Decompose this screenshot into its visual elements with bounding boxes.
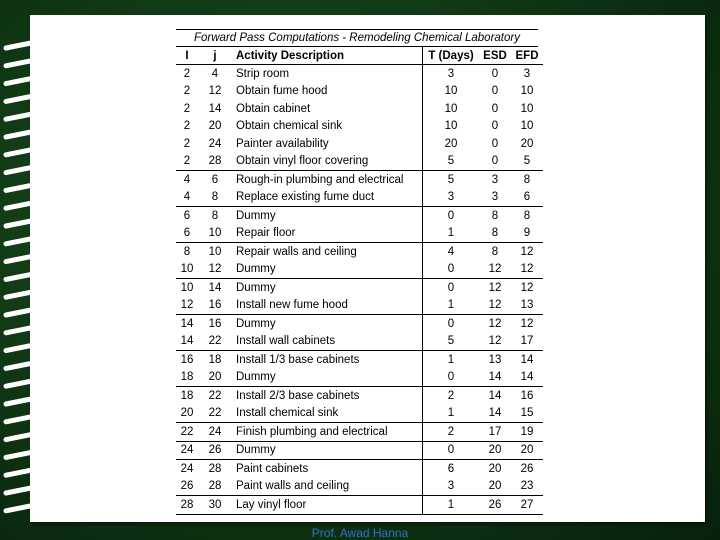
cell-esd: 8 (491, 209, 499, 222)
table-row (176, 297, 543, 315)
spiral-ring (6, 76, 56, 88)
cell-j: 26 (198, 441, 232, 460)
cell-esd: 12 (479, 333, 511, 351)
cell-activity-description: Obtain cabinet (232, 100, 423, 118)
cell-activity-description: Repair floor (232, 225, 423, 243)
cell-j: 16 (208, 317, 222, 330)
cell-esd: 14 (488, 389, 502, 402)
cell-efd: 12 (520, 245, 534, 258)
cell-efd: 8 (523, 209, 531, 222)
cell-activity-description: Painter availability (232, 135, 423, 153)
spiral-ring (6, 503, 56, 515)
cell-esd: 3 (491, 173, 499, 186)
cell-esd: 8 (479, 225, 511, 243)
cell-duration: 3 (447, 67, 455, 80)
cell-j: 12 (198, 261, 232, 279)
cell-duration: 1 (423, 225, 480, 243)
cell-i: 24 (176, 441, 198, 460)
cell-i: 18 (180, 389, 194, 402)
cell-i: 20 (176, 405, 198, 423)
cell-esd: 14 (479, 369, 511, 387)
cell-duration: 0 (447, 209, 455, 222)
cell-duration: 20 (444, 137, 458, 150)
cell-activity-description: Dummy (232, 207, 423, 225)
cell-esd: 3 (479, 189, 511, 207)
cell-j: 6 (211, 173, 219, 186)
cell-esd: 12 (488, 281, 502, 294)
table-row (176, 405, 543, 423)
cell-esd: 20 (479, 441, 511, 460)
cell-duration: 5 (423, 153, 480, 171)
header-i: I (176, 47, 198, 65)
cell-activity-description: Dummy (232, 315, 423, 333)
spiral-ring (6, 236, 56, 248)
spiral-ring (6, 112, 56, 124)
cell-i: 2 (183, 120, 191, 133)
spiral-ring (6, 272, 56, 284)
spiral-ring (6, 325, 56, 337)
cell-duration: 1 (447, 353, 455, 366)
spiral-ring (6, 290, 56, 302)
cell-j: 4 (211, 67, 219, 80)
cell-duration: 4 (447, 245, 455, 258)
table-row (176, 315, 543, 333)
cell-efd: 10 (520, 102, 534, 115)
cell-i: 26 (176, 478, 198, 496)
cell-i: 10 (176, 261, 198, 279)
cell-esd: 0 (491, 102, 499, 115)
cell-esd: 12 (479, 297, 511, 315)
spiral-ring (6, 201, 56, 213)
table-row (176, 333, 543, 351)
cell-i: 6 (176, 225, 198, 243)
spiral-ring (6, 343, 56, 355)
cell-duration: 0 (447, 281, 455, 294)
cell-efd: 20 (520, 137, 534, 150)
spiral-ring (6, 450, 56, 462)
cell-efd: 26 (520, 462, 534, 475)
spiral-ring (6, 183, 56, 195)
table-body (176, 65, 543, 515)
table-row (176, 478, 543, 496)
spiral-ring (6, 130, 56, 142)
table-row (176, 351, 543, 369)
cell-activity-description: Install 2/3 base cabinets (232, 387, 423, 405)
cell-i: 4 (183, 173, 191, 186)
cell-activity-description: Repair walls and ceiling (232, 243, 423, 261)
cell-i: 2 (183, 67, 191, 80)
cell-i: 2 (183, 85, 191, 98)
spiral-binding (0, 0, 70, 540)
table-row (176, 189, 543, 207)
cell-efd: 17 (511, 333, 543, 351)
table-row (176, 135, 543, 153)
table-row (176, 243, 543, 261)
cell-i: 4 (176, 189, 198, 207)
cell-efd: 23 (511, 478, 543, 496)
cell-j: 14 (208, 281, 222, 294)
cell-i: 6 (183, 209, 191, 222)
table-row (176, 460, 543, 478)
spiral-ring (6, 361, 56, 373)
cell-efd: 8 (523, 173, 531, 186)
cell-j: 16 (198, 297, 232, 315)
cell-esd: 0 (491, 85, 499, 98)
spiral-ring (6, 254, 56, 266)
cell-duration: 10 (444, 102, 458, 115)
header-esd: ESD (479, 47, 511, 65)
activity-table (176, 47, 543, 515)
cell-efd: 10 (520, 120, 534, 133)
footer-author: Prof. Awad Hanna (311, 526, 409, 540)
table-row (176, 83, 543, 101)
cell-duration: 6 (447, 462, 455, 475)
cell-i: 8 (183, 245, 191, 258)
spiral-ring (6, 414, 56, 426)
cell-duration: 5 (447, 173, 455, 186)
table-row (176, 65, 543, 83)
spiral-ring (6, 94, 56, 106)
cell-i: 10 (180, 281, 194, 294)
cell-j: 8 (211, 209, 219, 222)
cell-j: 12 (208, 85, 222, 98)
cell-activity-description: Paint walls and ceiling (232, 478, 423, 496)
cell-efd: 5 (511, 153, 543, 171)
table-row (176, 118, 543, 136)
cell-i: 24 (180, 462, 194, 475)
cell-efd: 6 (511, 189, 543, 207)
cell-esd: 20 (488, 462, 502, 475)
table-row (176, 496, 543, 515)
cell-j: 20 (198, 369, 232, 387)
cell-duration: 3 (423, 189, 480, 207)
cell-efd: 12 (520, 281, 534, 294)
cell-i: 28 (176, 496, 198, 515)
cell-duration: 2 (447, 389, 455, 402)
cell-j: 22 (198, 333, 232, 351)
cell-esd: 0 (491, 67, 499, 80)
cell-efd: 14 (511, 369, 543, 387)
spiral-ring (6, 432, 56, 444)
cell-i: 2 (183, 102, 191, 115)
spiral-ring (6, 219, 56, 231)
header-activity-description: Activity Description (232, 47, 423, 65)
cell-efd: 12 (511, 261, 543, 279)
cell-j: 28 (198, 153, 232, 171)
cell-j: 28 (198, 478, 232, 496)
cell-esd: 14 (479, 405, 511, 423)
cell-i: 18 (176, 369, 198, 387)
spiral-ring (6, 379, 56, 391)
cell-activity-description: Obtain fume hood (232, 83, 423, 101)
cell-j: 14 (208, 102, 222, 115)
cell-efd: 3 (523, 67, 531, 80)
header-j: j (198, 47, 232, 65)
cell-efd: 20 (511, 441, 543, 460)
forward-pass-table (176, 29, 538, 515)
header-row (176, 47, 543, 65)
table-row (176, 441, 543, 460)
table-row (176, 153, 543, 171)
spiral-ring (6, 308, 56, 320)
cell-esd: 13 (488, 353, 502, 366)
cell-esd: 12 (488, 317, 502, 330)
cell-esd: 17 (479, 423, 511, 442)
cell-activity-description: Finish plumbing and electrical (232, 423, 423, 442)
spiral-ring (6, 41, 56, 53)
cell-activity-description: Dummy (232, 261, 423, 279)
table-row (176, 225, 543, 243)
table-row (176, 387, 543, 405)
cell-duration: 2 (423, 423, 480, 442)
cell-i: 14 (180, 317, 194, 330)
cell-i: 22 (176, 423, 198, 442)
header-efd: EFD (511, 47, 543, 65)
cell-esd: 0 (491, 137, 499, 150)
table-title: Forward Pass Computations - Remodeling Chemical Laboratory (176, 29, 538, 47)
cell-duration: 0 (423, 261, 480, 279)
cell-j: 8 (198, 189, 232, 207)
cell-duration: 0 (423, 369, 480, 387)
cell-activity-description: Strip room (232, 65, 423, 83)
cell-activity-description: Replace existing fume duct (232, 189, 423, 207)
spiral-ring (6, 147, 56, 159)
spiral-ring (6, 468, 56, 480)
table-row (176, 369, 543, 387)
cell-i: 2 (183, 137, 191, 150)
cell-activity-description: Lay vinyl floor (232, 496, 423, 515)
spiral-ring (6, 165, 56, 177)
cell-efd: 16 (520, 389, 534, 402)
table-row (176, 261, 543, 279)
cell-duration: 3 (423, 478, 480, 496)
cell-esd: 0 (479, 153, 511, 171)
cell-activity-description: Obtain chemical sink (232, 118, 423, 136)
cell-activity-description: Obtain vinyl floor covering (232, 153, 423, 171)
cell-esd: 12 (479, 261, 511, 279)
cell-esd: 20 (479, 478, 511, 496)
cell-j: 24 (208, 137, 222, 150)
cell-duration: 10 (444, 120, 458, 133)
cell-j: 28 (208, 462, 222, 475)
cell-duration: 10 (444, 85, 458, 98)
cell-activity-description: Dummy (232, 369, 423, 387)
cell-activity-description: Rough-in plumbing and electrical (232, 171, 423, 189)
cell-duration: 5 (423, 333, 480, 351)
table-row (176, 207, 543, 225)
cell-j: 22 (208, 389, 222, 402)
cell-i: 16 (180, 353, 194, 366)
cell-j: 24 (198, 423, 232, 442)
spiral-ring (6, 397, 56, 409)
cell-duration: 1 (423, 405, 480, 423)
cell-j: 18 (208, 353, 222, 366)
cell-esd: 8 (491, 245, 499, 258)
cell-efd: 12 (520, 317, 534, 330)
cell-efd: 19 (511, 423, 543, 442)
cell-i: 14 (176, 333, 198, 351)
cell-j: 22 (198, 405, 232, 423)
cell-activity-description: Install chemical sink (232, 405, 423, 423)
cell-efd: 14 (520, 353, 534, 366)
cell-i: 12 (176, 297, 198, 315)
cell-duration: 1 (423, 297, 480, 315)
spiral-ring (6, 486, 56, 498)
cell-activity-description: Install new fume hood (232, 297, 423, 315)
cell-duration: 0 (423, 441, 480, 460)
cell-esd: 0 (491, 120, 499, 133)
table-row (176, 279, 543, 297)
cell-esd: 26 (479, 496, 511, 515)
table-row (176, 100, 543, 118)
cell-efd: 15 (511, 405, 543, 423)
table-row (176, 171, 543, 189)
header-duration: T (Days) (423, 47, 480, 65)
cell-efd: 13 (511, 297, 543, 315)
cell-efd: 9 (511, 225, 543, 243)
cell-efd: 27 (511, 496, 543, 515)
cell-activity-description: Install 1/3 base cabinets (232, 351, 423, 369)
cell-activity-description: Paint cabinets (232, 460, 423, 478)
cell-i: 2 (176, 153, 198, 171)
cell-duration: 0 (447, 317, 455, 330)
cell-duration: 1 (423, 496, 480, 515)
cell-activity-description: Dummy (232, 279, 423, 297)
spiral-ring (6, 58, 56, 70)
table-row (176, 423, 543, 442)
cell-j: 20 (208, 120, 222, 133)
cell-activity-description: Dummy (232, 441, 423, 460)
cell-j: 10 (208, 245, 222, 258)
cell-activity-description: Install wall cabinets (232, 333, 423, 351)
cell-efd: 10 (520, 85, 534, 98)
cell-j: 10 (198, 225, 232, 243)
cell-j: 30 (198, 496, 232, 515)
